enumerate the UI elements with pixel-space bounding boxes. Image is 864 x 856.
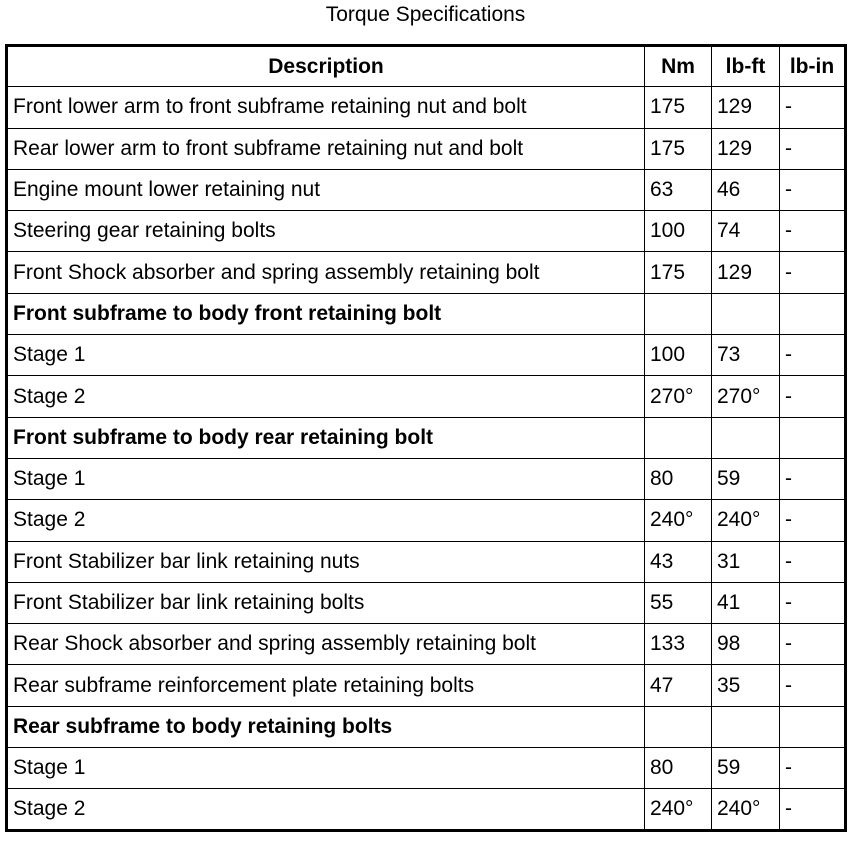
section-header-row (7, 293, 846, 334)
description-cell: Stage 2 (7, 500, 645, 541)
lb-ft-cell: 129 (712, 87, 780, 128)
table-row (7, 665, 846, 706)
table-row (7, 624, 846, 665)
lb-ft-cell (712, 706, 780, 747)
lb-ft-cell (712, 293, 780, 334)
lb-ft-cell: 31 (712, 541, 780, 582)
section-header-row (7, 417, 846, 458)
description-cell: Front Stabilizer bar link retaining nuts (7, 541, 645, 582)
lb-in-cell: - (780, 665, 846, 706)
table-row (7, 500, 846, 541)
table-body (7, 87, 846, 830)
table-row (7, 128, 846, 169)
column-header-description: Description (7, 46, 645, 87)
table-row (7, 458, 846, 499)
nm-cell: 175 (645, 87, 712, 128)
lb-in-cell: - (780, 582, 846, 623)
lb-ft-cell: 270° (712, 376, 780, 417)
nm-cell (645, 706, 712, 747)
lb-in-cell: - (780, 211, 846, 252)
lb-ft-cell: 73 (712, 335, 780, 376)
lb-in-cell: - (780, 748, 846, 789)
description-cell: Stage 1 (7, 748, 645, 789)
lb-in-cell: - (780, 169, 846, 210)
section-header-row (7, 706, 846, 747)
table-row (7, 376, 846, 417)
lb-ft-cell (712, 417, 780, 458)
table-row (7, 252, 846, 293)
nm-cell: 270° (645, 376, 712, 417)
description-cell: Rear Shock absorber and spring assembly retaining bolt (7, 624, 645, 665)
description-cell: Stage 2 (7, 789, 645, 830)
lb-ft-cell: 46 (712, 169, 780, 210)
torque-specifications-table (5, 44, 847, 832)
nm-cell: 175 (645, 252, 712, 293)
lb-ft-cell: 129 (712, 252, 780, 293)
description-cell: Stage 1 (7, 335, 645, 376)
table-row (7, 541, 846, 582)
description-cell: Rear lower arm to front subframe retaining nut and bolt (7, 128, 645, 169)
lb-in-cell (780, 706, 846, 747)
description-cell: Front subframe to body front retaining bolt (7, 293, 645, 334)
lb-in-cell: - (780, 458, 846, 499)
nm-cell: 100 (645, 335, 712, 376)
description-cell: Stage 2 (7, 376, 645, 417)
nm-cell (645, 293, 712, 334)
nm-cell: 80 (645, 748, 712, 789)
nm-cell: 175 (645, 128, 712, 169)
description-cell: Front Shock absorber and spring assembly retaining bolt (7, 252, 645, 293)
description-cell: Rear subframe reinforcement plate retaining bolts (7, 665, 645, 706)
lb-in-cell: - (780, 624, 846, 665)
lb-in-cell (780, 417, 846, 458)
lb-ft-cell: 59 (712, 748, 780, 789)
column-header-lb-ft: lb-ft (712, 46, 780, 87)
description-cell: Front subframe to body rear retaining bolt (7, 417, 645, 458)
lb-in-cell: - (780, 789, 846, 830)
table-row (7, 748, 846, 789)
column-header-nm: Nm (645, 46, 712, 87)
description-cell: Rear subframe to body retaining bolts (7, 706, 645, 747)
table-row (7, 789, 846, 830)
lb-in-cell: - (780, 500, 846, 541)
lb-ft-cell: 74 (712, 211, 780, 252)
description-cell: Steering gear retaining bolts (7, 211, 645, 252)
lb-in-cell: - (780, 376, 846, 417)
lb-ft-cell: 59 (712, 458, 780, 499)
nm-cell (645, 417, 712, 458)
table-row (7, 582, 846, 623)
page-title: Torque Specifications (325, 3, 526, 26)
lb-in-cell: - (780, 541, 846, 582)
description-cell: Stage 1 (7, 458, 645, 499)
lb-ft-cell: 41 (712, 582, 780, 623)
nm-cell: 63 (645, 169, 712, 210)
nm-cell: 47 (645, 665, 712, 706)
table-row (7, 211, 846, 252)
nm-cell: 55 (645, 582, 712, 623)
nm-cell: 240° (645, 789, 712, 830)
nm-cell: 240° (645, 500, 712, 541)
lb-ft-cell: 240° (712, 789, 780, 830)
description-cell: Front Stabilizer bar link retaining bolts (7, 582, 645, 623)
table-row (7, 169, 846, 210)
lb-ft-cell: 129 (712, 128, 780, 169)
lb-in-cell: - (780, 128, 846, 169)
lb-in-cell (780, 293, 846, 334)
table-header-row (7, 46, 846, 87)
column-header-lb-in: lb-in (780, 46, 846, 87)
lb-ft-cell: 35 (712, 665, 780, 706)
table-row (7, 87, 846, 128)
lb-in-cell: - (780, 87, 846, 128)
nm-cell: 80 (645, 458, 712, 499)
description-cell: Engine mount lower retaining nut (7, 169, 645, 210)
nm-cell: 100 (645, 211, 712, 252)
lb-ft-cell: 240° (712, 500, 780, 541)
description-cell: Front lower arm to front subframe retaining nut and bolt (7, 87, 645, 128)
lb-in-cell: - (780, 335, 846, 376)
nm-cell: 133 (645, 624, 712, 665)
nm-cell: 43 (645, 541, 712, 582)
lb-ft-cell: 98 (712, 624, 780, 665)
table-row (7, 335, 846, 376)
lb-in-cell: - (780, 252, 846, 293)
